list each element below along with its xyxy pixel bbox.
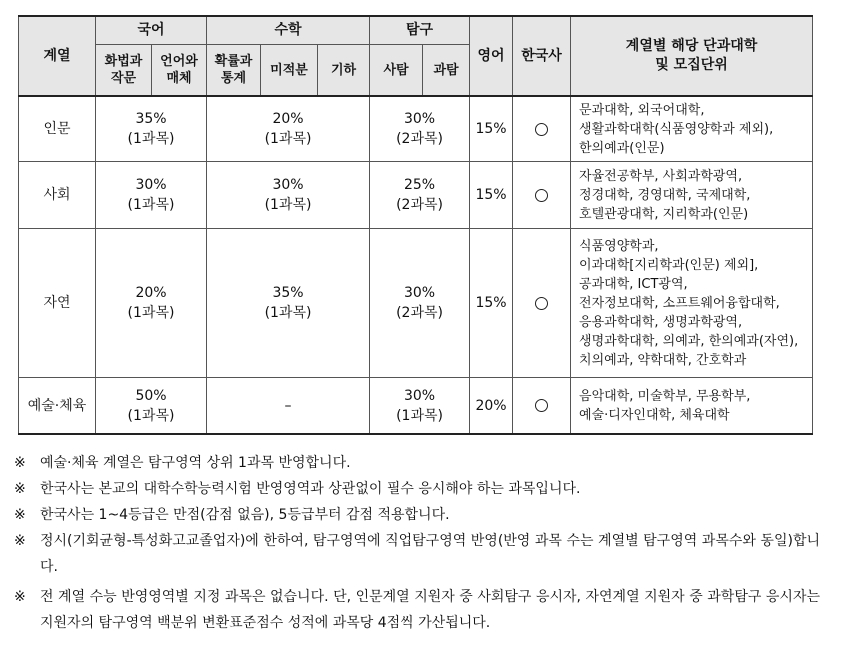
header-korean-language-media: 언어와 매체 [152,45,207,97]
header-history: 한국사 [513,16,571,96]
row-group: 사회 [19,162,96,229]
row-units: 문과대학, 외국어대학, 생활과학대학(식품영양학과 제외), 한의예과(인문) [571,96,813,162]
row-math: – [207,378,370,435]
table-row [19,378,813,435]
note-text: 한국사는 본교의 대학수학능력시험 반영영역과 상관없이 필수 응시해야 하는 과목입니다. [40,481,581,497]
header-english: 영어 [470,16,513,96]
row-inquiry: 30% (1과목) [370,378,470,435]
admission-ratio-table [18,15,813,435]
row-history [513,229,571,378]
required-circle-icon [535,123,548,136]
header-math-probability: 확률과 통계 [207,45,261,97]
row-units: 음악대학, 미술학부, 무용학부, 예술·디자인대학, 체육대학 [571,378,813,435]
note-mark: ※ [14,481,26,497]
required-circle-icon [535,297,548,310]
row-korean: 20% (1과목) [96,229,207,378]
row-history [513,96,571,162]
notes-list [14,450,820,636]
table-header [19,16,813,96]
note-item [14,502,820,528]
header-inquiry-social: 사탐 [370,45,423,97]
header-units: 계열별 해당 단과대학 및 모집단위 [571,16,813,96]
row-inquiry: 25% (2과목) [370,162,470,229]
required-circle-icon [535,399,548,412]
note-mark: ※ [14,533,26,549]
row-english: 15% [470,96,513,162]
row-group: 자연 [19,229,96,378]
row-math: 35% (1과목) [207,229,370,378]
row-group: 예술·체육 [19,378,96,435]
note-item [14,528,820,580]
row-history [513,162,571,229]
row-english: 15% [470,229,513,378]
table-row [19,96,813,162]
note-item [14,476,820,502]
header-korean: 국어 [96,16,207,45]
note-mark: ※ [14,455,26,471]
row-math: 30% (1과목) [207,162,370,229]
note-text: 예술·체육 계열은 탐구영역 상위 1과목 반영합니다. [40,455,351,471]
header-math-geometry: 기하 [318,45,370,97]
note-mark: ※ [14,507,26,523]
note-mark: ※ [14,589,26,605]
header-inquiry: 탐구 [370,16,470,45]
row-english: 15% [470,162,513,229]
row-group: 인문 [19,96,96,162]
header-group: 계열 [19,16,96,96]
row-inquiry: 30% (2과목) [370,229,470,378]
table-body [19,96,813,434]
row-english: 20% [470,378,513,435]
note-text: 전 계열 수능 반영영역별 지정 과목은 없습니다. 단, 인문계열 지원자 중 사회탐구 응시자, 자연계열 지원자 중 과학탐구 응시자는 지원자의 탐구영역 백분위 변환표준점수 성적에 과목당 4점씩 가산됩니다. [40,589,820,631]
table-row [19,162,813,229]
note-item [14,450,820,476]
row-korean: 35% (1과목) [96,96,207,162]
row-inquiry: 30% (2과목) [370,96,470,162]
row-korean: 50% (1과목) [96,378,207,435]
note-item [14,584,820,636]
row-units: 자율전공학부, 사회과학광역, 정경대학, 경영대학, 국제대학, 호텔관광대학, 지리학과(인문) [571,162,813,229]
header-math: 수학 [207,16,370,45]
row-history [513,378,571,435]
row-korean: 30% (1과목) [96,162,207,229]
note-text: 한국사는 1~4등급은 만점(감점 없음), 5등급부터 감점 적용합니다. [40,507,450,523]
row-units: 식품영양학과, 이과대학[지리학과(인문) 제외], 공과대학, ICT광역, 전자정보대학, 소프트웨어융합대학, 응용과학대학, 생명과학광역, 생명과학대학, 의예과, 한의예과(자연), 치의예과, 약학대학, 간호학과 [571,229,813,378]
note-text: 정시(기회균형-특성화고교졸업자)에 한하여, 탐구영역에 직업탐구영역 반영(반영 과목 수는 계열별 탐구영역 과목수와 동일)합니다. [40,533,820,575]
header-inquiry-science: 과탐 [423,45,470,97]
header-math-calculus: 미적분 [261,45,318,97]
row-math: 20% (1과목) [207,96,370,162]
required-circle-icon [535,189,548,202]
header-korean-speech-writing: 화법과 작문 [96,45,152,97]
table-row [19,229,813,378]
